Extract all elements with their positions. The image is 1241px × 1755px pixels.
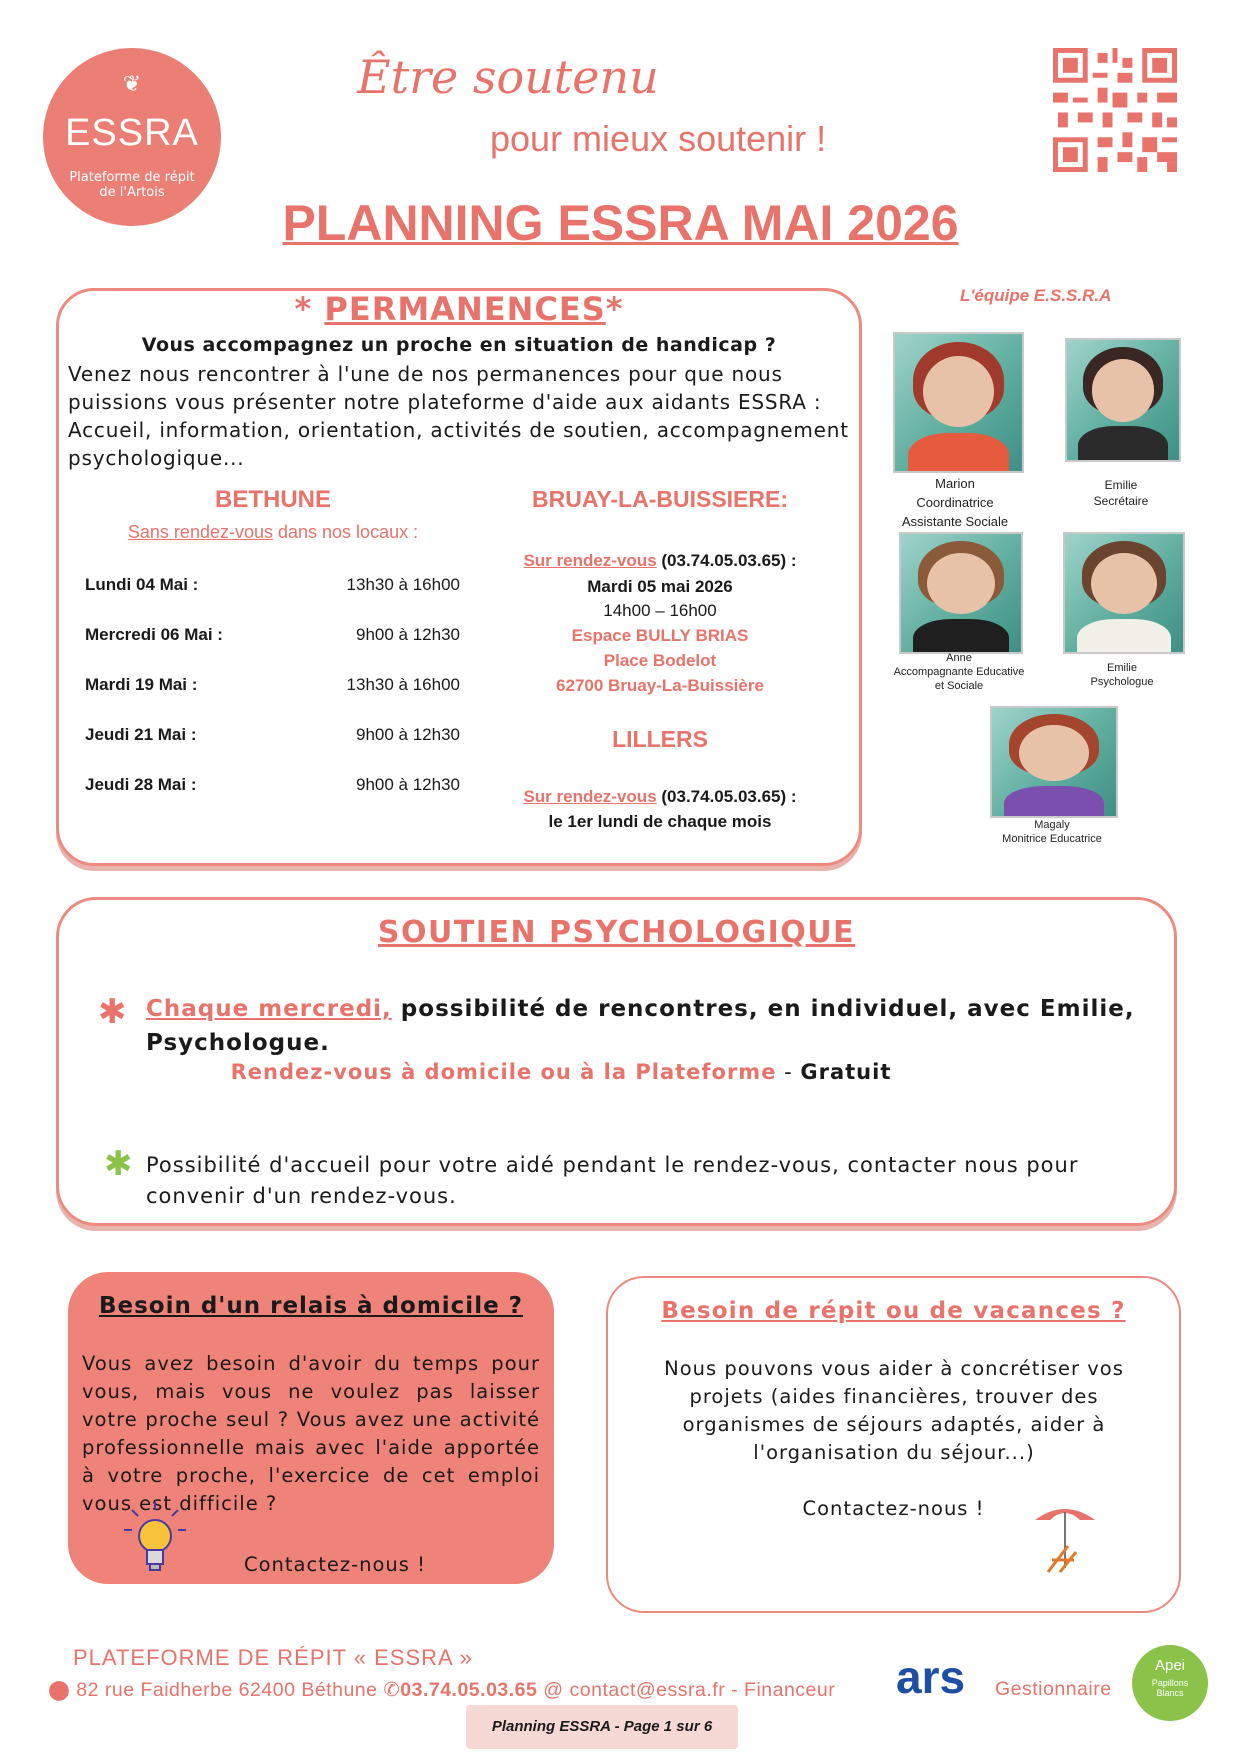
soutien-line-1: Chaque mercredi, possibilité de rencontres, en individuel, avec Emilie, Psychologue. (146, 996, 1135, 1056)
team-photo-emilie-secretary (1065, 338, 1181, 462)
qr-code-icon[interactable] (1053, 48, 1177, 172)
logo-name: ESSRA (65, 112, 199, 154)
person-icon: ✱ (104, 1144, 133, 1184)
footer-org: PLATEFORME DE RÉPIT « ESSRA » (73, 1645, 473, 1670)
schedule-time: 9h00 à 12h30 (356, 775, 460, 794)
email-icon: @ (543, 1679, 564, 1701)
bethune-note: Sans rendez-vous dans nos locaux : (127, 522, 419, 542)
footer-contact-line: ⬤ 82 rue Faidherbe 62400 Béthune ✆03.74.05.03.65 @ contact@essra.fr - Financeur (48, 1679, 836, 1701)
bruay-hours: 14h00 – 16h00 (603, 601, 717, 620)
schedule-day: Mardi 19 Mai : (85, 675, 198, 694)
repit-title: Besoin de répit ou de vacances ? (661, 1298, 1126, 1324)
permanences-title: * PERMANENCES* (294, 290, 624, 328)
schedule-day: Jeudi 21 Mai : (85, 725, 197, 744)
city-lillers: LILLERS (612, 726, 708, 752)
schedule-time: 13h30 à 16h00 (346, 575, 460, 594)
repit-contact: Contactez-nous ! (802, 1497, 985, 1520)
footer-address: 82 rue Faidherbe 62400 Béthune (76, 1679, 378, 1701)
person-icon: ✱ (98, 992, 127, 1032)
bruay-date: Mardi 05 mai 2026 (587, 577, 733, 596)
bruay-place-1: Espace BULLY BRIAS (571, 626, 749, 645)
team-photo-magaly (990, 706, 1118, 818)
team-caption: Anne Accompagnante Educative et Sociale (893, 652, 1025, 692)
team-photo-marion (893, 332, 1024, 473)
bethune-no-appointment-link[interactable]: Sans rendez-vous (127, 522, 273, 542)
relais-title: Besoin d'un relais à domicile ? (98, 1293, 524, 1319)
schedule-day: Mercredi 06 Mai : (85, 625, 223, 644)
team-caption: Emilie Psychologue (1090, 662, 1154, 688)
location-pin-icon: ⬤ (48, 1679, 71, 1701)
beach-umbrella-icon (1030, 1498, 1100, 1576)
apei-logo: Apei Papillons Blancs (1132, 1645, 1208, 1721)
lillers-appointment-link[interactable]: Sur rendez-vous (523, 787, 657, 806)
team-photo-emilie-psychologist (1063, 532, 1185, 654)
lillers-appointment: Sur rendez-vous (03.74.05.03.65) : (523, 787, 797, 806)
slogan-line-1: Être soutenu (357, 50, 659, 104)
relais-text: Vous avez besoin d'avoir du temps pour vous, mais vous ne voulez pas laisser votre proche seul ? Vous avez une activité professionnelle mais avec l'aide apportée à votre proche, l'exercice de cet emploi vous est difficile ? (82, 1352, 540, 1515)
page-indicator: Planning ESSRA - Page 1 sur 6 (466, 1705, 738, 1749)
team-title: L'équipe E.S.S.R.A (960, 286, 1112, 305)
schedule-time: 9h00 à 12h30 (356, 625, 460, 644)
team-caption: Magaly Monitrice Educatrice (1002, 819, 1102, 845)
phone-icon: ✆ (383, 1679, 401, 1701)
slogan-line-2: pour mieux soutenir ! (490, 118, 827, 159)
schedule-day: Lundi 04 Mai : (85, 575, 199, 594)
logo-subtitle: Plateforme de répit de l'Artois (69, 170, 195, 200)
footer-gestionnaire: Gestionnaire (995, 1678, 1112, 1700)
schedule-day: Jeudi 28 Mai : (85, 775, 197, 794)
permanences-question: Vous accompagnez un proche en situation de handicap ? (141, 334, 777, 356)
city-bethune: BETHUNE (214, 486, 331, 513)
repit-text: Nous pouvons vous aider à concrétiser vos projets (aides financières, trouver des organismes de séjours adaptés, aider à l'organisation du séjour...) (664, 1357, 1124, 1464)
soutien-line-2: Rendez-vous à domicile ou à la Plateforme - Gratuit (230, 1060, 892, 1084)
schedule-time: 13h30 à 16h00 (346, 675, 460, 694)
footer-email[interactable]: contact@essra.fr (569, 1679, 726, 1701)
lillers-when: le 1er lundi de chaque mois (548, 812, 772, 831)
team-caption: Emilie Secrétaire (1093, 478, 1149, 508)
soutien-line-3: Possibilité d'accueil pour votre aidé pendant le rendez-vous, contacter nous pour convenir d'un rendez-vous. (146, 1153, 1079, 1208)
bruay-appointment: Sur rendez-vous (03.74.05.03.65) : (523, 551, 797, 570)
lightbulb-icon (120, 1500, 190, 1580)
page-title: PLANNING ESSRA MAI 2026 (282, 195, 959, 251)
soutien-title: SOUTIEN PSYCHOLOGIQUE (377, 915, 856, 950)
soutien-wednesday-link[interactable]: Chaque mercredi, (146, 996, 392, 1022)
ars-logo: ars (896, 1651, 966, 1703)
permanences-intro: Venez nous rencontrer à l'une de nos permanences pour que nous puissions vous présenter notre plateforme d'aide aux aidants ESSRA : Accueil, information, orientation, activités de soutien, accompagnement psychologique... (68, 362, 849, 470)
footer-phone[interactable]: 03.74.05.03.65 (400, 1679, 538, 1701)
butterfly-icon: ❦ (122, 72, 142, 97)
city-bruay: BRUAY-LA-BUISSIERE: (531, 486, 788, 512)
bruay-appointment-link[interactable]: Sur rendez-vous (523, 551, 657, 570)
bruay-place-3: 62700 Bruay-La-Buissière (556, 676, 764, 695)
relais-contact: Contactez-nous ! (244, 1553, 426, 1576)
team-photo-anne (899, 532, 1023, 654)
team-caption: Marion Coordinatrice Assistante Sociale (901, 476, 1009, 529)
schedule-time: 9h00 à 12h30 (356, 725, 460, 744)
bruay-place-2: Place Bodelot (603, 651, 717, 670)
